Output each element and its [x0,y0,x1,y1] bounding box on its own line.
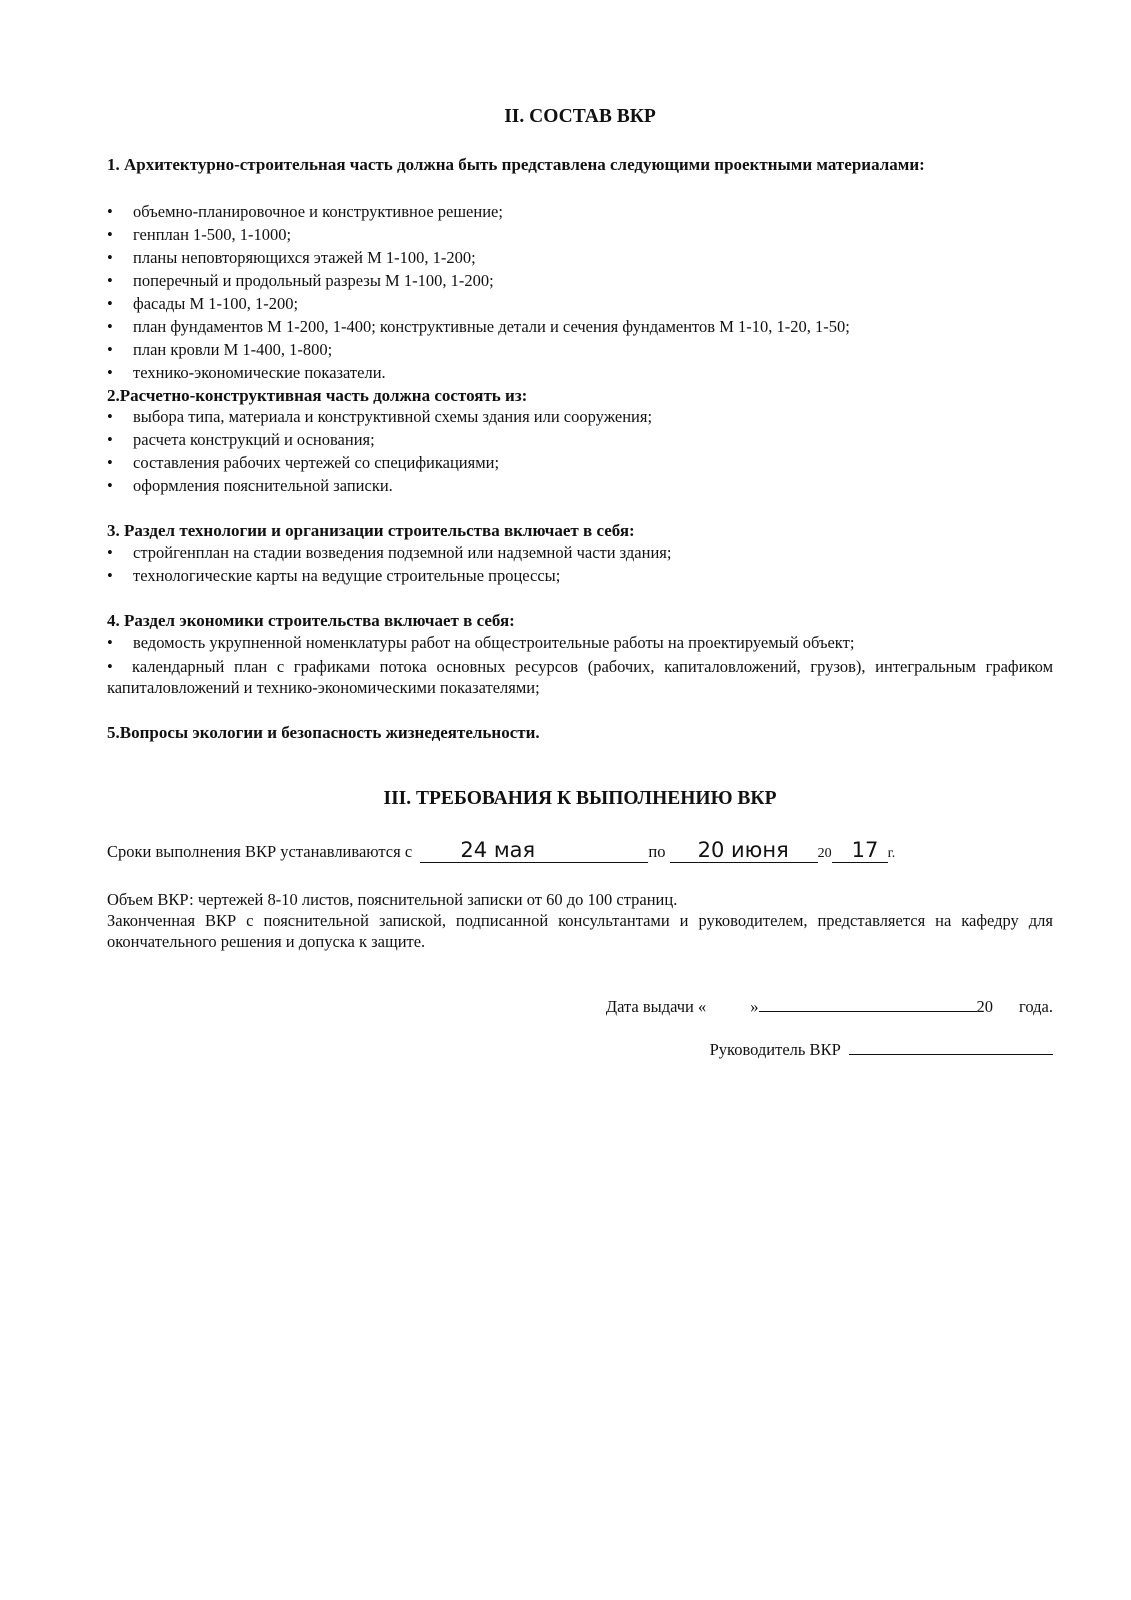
issue-date-field [759,997,977,1012]
list-item: • план кровли М 1-400, 1-800; [107,340,333,359]
year-suffix: г. [887,846,896,861]
bullet-icon: • [107,202,113,221]
issue-date-label: Дата выдачи « [605,997,707,1016]
list-item: • ведомость укрупненной номенклатуры работ на общестроительные работы на проектируемый объект; [107,633,855,652]
part-5-heading: 5.Вопросы экологии и безопасность жизнедеятельности. [107,723,540,742]
deadline-prefix: Сроки выполнения ВКР устанавливаются с [107,842,413,861]
submission-text: Законченная ВКР с пояснительной запиской, подписанной консультантами и руководителем, представляется на кафедру для окончательного решения и допуска к защите. [107,911,1053,951]
part-1-list [107,200,1053,384]
list-item: • расчета конструкций и основания; [107,430,375,449]
section-3-title: III. ТРЕБОВАНИЯ К ВЫПОЛНЕНИЮ ВКР [383,788,777,809]
part-1-heading: 1. Архитектурно-строительная часть должна быть представлена следующими проектными материалами: [107,155,925,174]
part-2-list [107,405,1053,497]
list-item: • стройгенплан на стадии возведения подземной или надземной части здания; [107,543,672,562]
list-item: • выбора типа, материала и конструктивной схемы здания или сооружения; [107,407,653,426]
bullet-icon: • [107,271,113,290]
list-item: • технологические карты на ведущие строительные процессы; [107,566,561,585]
issue-date-line [606,997,1053,1017]
list-item: • генплан 1-500, 1-1000; [107,225,292,244]
year-prefix: 20 [817,846,832,861]
issue-date-close-quote: » [750,997,759,1016]
bullet-icon: • [107,340,113,359]
section-2-title: II. СОСТАВ ВКР [504,106,656,127]
volume-text: Объем ВКР: чертежей 8-10 листов, пояснительной записки от 60 до 100 страниц. [107,890,678,909]
year-field: 17 [832,838,888,863]
deadline-middle: по [648,842,666,861]
supervisor-line [710,1040,1053,1060]
list-item: • фасады М 1-100, 1-200; [107,294,299,313]
deadline-line [107,838,1053,868]
bullet-icon: • [107,476,113,495]
supervisor-label: Руководитель ВКР [709,1040,841,1059]
bullet-icon: • [107,317,113,336]
part-3-list [107,541,1053,587]
bullet-icon: • [107,430,113,449]
bullet-icon: • [107,543,113,562]
start-date-field: 24 мая [420,838,648,863]
list-item: • поперечный и продольный разрезы М 1-100, 1-200; [107,271,494,290]
part-4-list [107,631,1053,654]
list-item: • оформления пояснительной записки. [107,476,393,495]
part-3-heading: 3. Раздел технологии и организации строительства включает в себя: [107,521,635,540]
list-item: • технико-экономические показатели. [107,363,386,382]
bullet-icon: • [107,566,113,585]
list-item: • составления рабочих чертежей со спецификациями; [107,453,500,472]
part-4-heading: 4. Раздел экономики строительства включает в себя: [107,611,515,630]
bullet-icon: • [107,453,113,472]
supervisor-signature-field [849,1040,1053,1055]
list-item: • план фундаментов М 1-200, 1-400; конструктивные детали и сечения фундаментов М 1-10, 1-20, 1-50; [107,317,850,336]
bullet-icon: • [107,294,113,313]
bullet-icon: • [107,633,113,652]
part-2-heading: 2.Расчетно-конструктивная часть должна состоять из: [107,386,528,405]
issue-year-prefix: 20 [976,997,994,1016]
bullet-icon: • [107,407,113,426]
bullet-icon: • [107,248,113,267]
bullet-icon: • [107,657,113,676]
list-item: • объемно-планировочное и конструктивное решение; [107,202,503,221]
bullet-icon: • [107,363,113,382]
issue-year-word: года. [1019,997,1053,1016]
end-date-field: 20 июня [670,838,818,863]
bullet-icon: • [107,225,113,244]
list-item: • планы неповторяющихся этажей М 1-100, 1-200; [107,248,476,267]
list-item: • календарный план с графиками потока основных ресурсов (рабочих, капиталовложений, грузов), интегральным графиком капиталовложений и технико-экономическими показателями; [107,657,1054,697]
